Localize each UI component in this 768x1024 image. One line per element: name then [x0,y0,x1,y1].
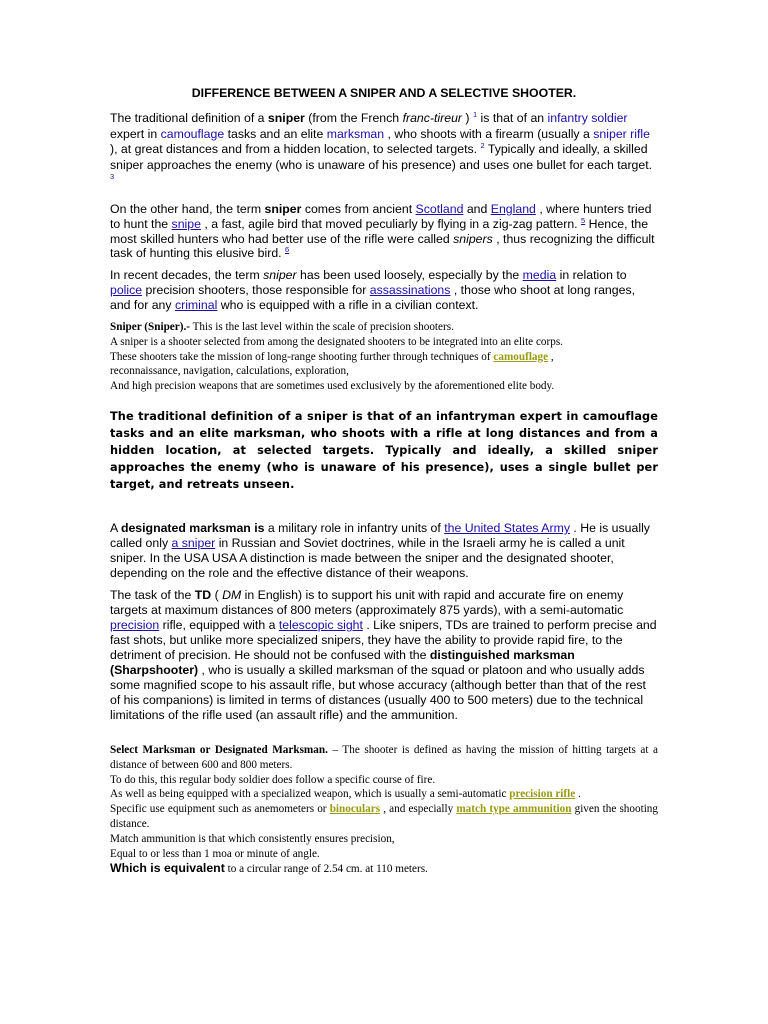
footnote-link[interactable]: 6 [285,245,290,255]
text-line [110,743,658,773]
text-line: Equal to or less than 1 moa or minute of angle. [110,847,320,860]
text-line [110,861,658,877]
text: A [110,521,121,535]
text: These shooters take the mission of long-range shooting further through techniques of [110,350,494,363]
text: . Like snipers, TDs are trained to perform precise and fast shots, but unlike more specialized snipers, they have the ability to provide rapid fire, to the detriment of precision. He should not be confused with the [110,618,657,662]
text: who is equipped with a rifle in a civilian context. [217,297,479,312]
text: (from the French [304,111,403,125]
paragraph-designated-marksman [110,521,658,581]
bold-term: Sniper (Sniper).- [110,321,190,333]
text: ), at great distances and from a hidden location, to selected targets. [110,142,481,156]
text: has been used loosely, especially by the [296,268,523,282]
text: Typically and ideally, a skilled sniper approaches the enemy (who is unaware of his presence) and uses one bullet for each target. [110,142,653,172]
text: , who is usually a skilled marksman of the squad or platoon and who usually adds some magnified scope to his assault rifle, but whose accuracy (although better than that of the rest of his companions) is limited in terms of distances (usually 400 to 500 meters) due to the technical limitations of the rifle used (an assault rifle) and the ammunition. [110,663,646,722]
text: On the other hand, the term [110,202,265,216]
bold-term: sniper [267,111,305,125]
text: and [463,202,491,216]
text-line [110,802,658,832]
italic-term: sniper [263,268,297,282]
text: . He is usually called only [110,521,650,550]
text-line: A sniper is a shooter selected from among the designated shooters to be integrated into an elite corps. [110,335,563,348]
bold-term: Which is equivalent [110,861,225,876]
link-marksman[interactable]: marksman [326,126,385,141]
text: ( [211,588,223,602]
text: – The shooter is defined as having the mission of hitting targets at a distance of between 600 and 800 meters. [110,744,658,771]
italic-term: franc-tireur [402,111,463,125]
text: Specific use equipment such as anemometers or [110,803,330,816]
text-line: reconnaissance, navigation, calculations, exploration, [110,365,349,378]
link-assassinations[interactable]: assassinations [369,282,451,297]
link-police[interactable]: police [110,282,143,297]
link-snipe[interactable]: snipe [171,216,201,231]
text: , and especially [380,803,457,816]
text: to a circular range of 2.54 cm. at 110 meters. [224,863,428,876]
text: expert in [110,126,161,141]
text: tasks and an elite [224,126,327,141]
text: , those who shoot at long ranges, and for any [110,282,636,312]
footnote-link[interactable]: 5 [581,215,586,225]
paragraph-sniper-definition [110,111,658,189]
bold-term: designated marksman is [120,521,265,535]
text-line [110,320,658,335]
bold-term: sniper [264,202,302,216]
footnote-link[interactable]: 3 [110,171,115,181]
link-sniper-rifle[interactable]: sniper rifle [593,126,650,141]
text: This is the last level within the scale of precision shooters. [189,321,454,333]
text: is that of an [477,111,548,125]
link-precision-rifle[interactable]: precision rifle [509,788,576,801]
italic-term: DM [222,588,242,602]
text: . [575,788,581,801]
text: in English) is to support his unit with rapid and accurate fire on enemy targets at maximum distances of 800 meters (approximately 875 yards), with a semi-automatic [110,588,624,617]
text: precision shooters, those responsible for [142,282,370,297]
text: , thus recognizing the difficult task of hunting this elusive bird. [110,231,655,261]
link-united-states-army[interactable]: the United States Army [444,521,570,535]
text: comes from ancient [301,202,416,216]
text-line [110,350,658,365]
text: The task of the [110,588,195,602]
footnote-link[interactable]: 2 [480,140,485,150]
paragraph-sniper-origin [110,202,658,261]
paragraph-select-marksman [110,743,658,877]
paragraph-sniper-level [110,320,658,394]
text-line: And high precision weapons that are sometimes used exclusively by the aforementioned elite body. [110,380,555,393]
text: In recent decades, the term [110,268,264,282]
document-title: DIFFERENCE BETWEEN A SNIPER AND A SELECTIVE SHOOTER. [191,86,577,100]
italic-term: snipers [453,231,493,246]
link-criminal[interactable]: criminal [174,297,218,312]
text: a military role in infantry units of [264,521,445,535]
link-camouflage[interactable]: camouflage [160,126,225,141]
text: ) [462,111,473,125]
text: Hence, the most skilled hunters who had better use of the rifle were called [110,216,649,246]
text: , who shoots with a firearm (usually a [384,126,594,141]
text: rifle, equipped with a [159,618,279,632]
bold-term: distinguished marksman (Sharpshooter) [110,648,575,677]
link-telescopic-sight[interactable]: telescopic sight [278,618,363,632]
link-infantry-soldier[interactable]: infantry soldier [547,111,628,125]
link-a-sniper[interactable]: a sniper [171,536,216,550]
text-line [110,787,658,802]
text: , where hunters tried to hunt the [110,202,652,231]
text-line: To do this, this regular body soldier does follow a specific course of fire. [110,773,436,786]
text: in Russian and Soviet doctrines, while in the Israeli army he is called a unit sniper. In the USA USA A distinction is made between the sniper and the designated shooter, depending on the role and the effective distance of their weapons. [110,536,625,580]
paragraph-recent-usage [110,268,658,312]
paragraph-td-task [110,588,658,723]
bold-term: TD [194,588,212,602]
link-scotland[interactable]: Scotland [415,202,464,216]
text-line: Match ammunition is that which consistently ensures precision, [110,832,395,845]
bold-term: Select Marksman or Designated Marksman. [110,744,328,756]
link-precision[interactable]: precision [110,618,160,632]
link-match-type-ammunition[interactable]: match type ammunition [456,803,572,816]
text: given the shooting distance. [110,803,658,830]
link-binoculars[interactable]: binoculars [329,803,381,816]
link-england[interactable]: England [490,202,536,216]
link-media[interactable]: media [522,268,557,282]
text: in relation to [556,268,627,282]
text: , [548,350,554,363]
footnote-link[interactable]: 1 [472,109,478,119]
text: As well as being equipped with a specialized weapon, which is usually a semi-automatic [110,788,510,801]
text: The traditional definition of a [110,111,268,125]
paragraph-bold-definition: The traditional definition of a sniper is that of an infantryman expert in camouflage tasks and an elite marksman, who shoots with a rifle at long distances and from a hidden location, at selected targets. Typically and ideally, a skilled sniper approaches the enemy (who is unaware of his presence), uses a single bullet per target, and retreats unseen. [110,410,658,491]
link-camouflage-techniques[interactable]: camouflage [493,350,549,363]
text: , a fast, agile bird that moved peculiarly by flying in a zig-zag pattern. [200,216,581,231]
